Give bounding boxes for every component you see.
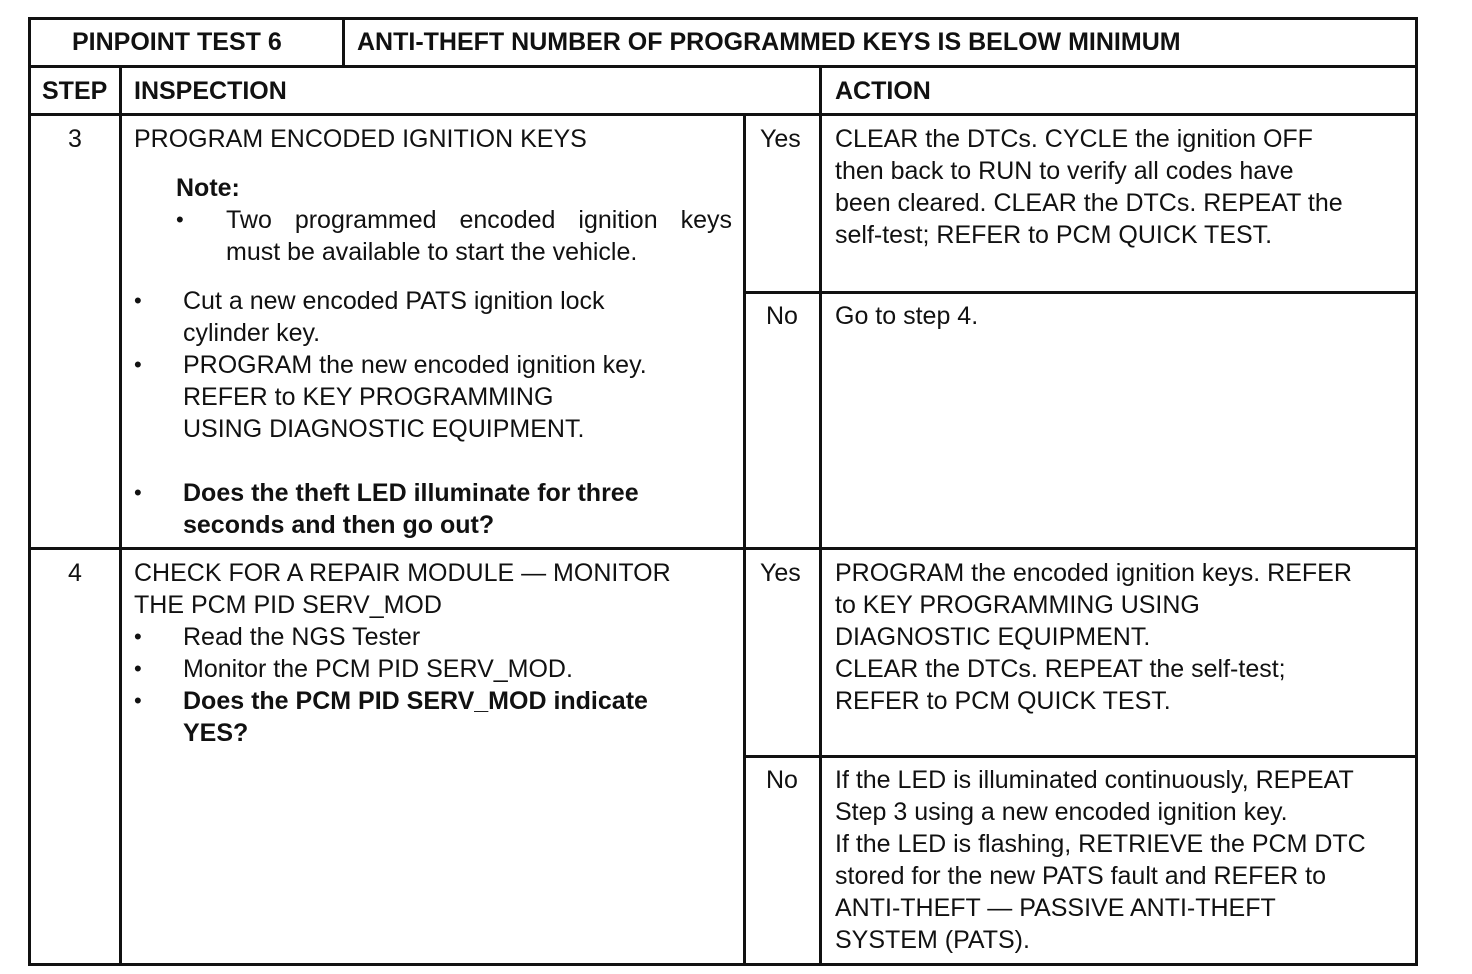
step3-yes-no-rule (743, 291, 1418, 294)
step4-no-action-5: ANTI-THEFT — PASSIVE ANTI-THEFT (835, 894, 1276, 922)
column-header-step: STEP (42, 77, 108, 105)
table-border-right (1415, 17, 1418, 966)
step4-title-line-2: THE PCM PID SERV_MOD (134, 591, 442, 619)
header-bottom-rule (28, 65, 1418, 68)
step4-item2-line-1: Monitor the PCM PID SERV_MOD. (183, 655, 573, 683)
step3-note-line-2: must be available to start the vehicle. (226, 238, 638, 266)
table-border-bottom (28, 963, 1418, 966)
step3-yes-action-1: CLEAR the DTCs. CYCLE the ignition OFF (835, 125, 1313, 153)
step4-yes-action-2: to KEY PROGRAMMING USING (835, 591, 1200, 619)
step3-item2-line-3: USING DIAGNOSTIC EQUIPMENT. (183, 415, 585, 443)
step-row-rule (28, 547, 1418, 550)
column-header-action: ACTION (835, 77, 931, 105)
step3-item2-bullet: • (134, 352, 142, 377)
step4-item2-bullet: • (134, 656, 142, 681)
step4-yes-no-rule (743, 755, 1418, 758)
test-label: PINPOINT TEST 6 (72, 28, 282, 56)
step3-item1-bullet: • (134, 288, 142, 313)
step3-yes-action-4: self-test; REFER to PCM QUICK TEST. (835, 221, 1273, 249)
step4-yes-label: Yes (760, 559, 801, 587)
step-column-rule (119, 67, 122, 964)
pinpoint-test-table (28, 17, 1418, 966)
step4-item1-bullet: • (134, 624, 142, 649)
yes-no-column-rule (743, 115, 746, 964)
step4-yes-action-1: PROGRAM the encoded ignition keys. REFER (835, 559, 1352, 587)
step3-item1-line-1: Cut a new encoded PATS ignition lock (183, 287, 605, 315)
step4-item1-line-1: Read the NGS Tester (183, 623, 421, 651)
step4-item3-bullet: • (134, 688, 142, 713)
step3-title: PROGRAM ENCODED IGNITION KEYS (134, 125, 587, 153)
step3-no-label: No (766, 302, 798, 330)
step4-yes-action-5: REFER to PCM QUICK TEST. (835, 687, 1171, 715)
step4-title-line-1: CHECK FOR A REPAIR MODULE — MONITOR (134, 559, 671, 587)
step3-item2-line-2: REFER to KEY PROGRAMMING (183, 383, 554, 411)
step3-yes-action-3: been cleared. CLEAR the DTCs. REPEAT the (835, 189, 1343, 217)
step4-question-line-1: Does the PCM PID SERV_MOD indicate (183, 687, 648, 715)
step4-no-label: No (766, 766, 798, 794)
step3-item2-line-1: PROGRAM the new encoded ignition key. (183, 351, 647, 379)
step4-no-action-2: Step 3 using a new encoded ignition key. (835, 798, 1288, 826)
table-border-left (28, 17, 31, 966)
step3-number: 3 (68, 125, 82, 153)
step3-item3-bullet: • (134, 480, 142, 505)
step4-no-action-3: If the LED is flashing, RETRIEVE the PCM DTC (835, 830, 1366, 858)
step3-note-bullet: • (176, 207, 184, 232)
action-column-rule (819, 67, 822, 964)
step3-question-line-2: seconds and then go out? (183, 511, 495, 539)
header-divider (342, 17, 345, 67)
step4-question-line-2: YES? (183, 719, 249, 747)
step3-item1-line-2: cylinder key. (183, 319, 321, 347)
step3-note-label: Note: (176, 174, 240, 202)
step3-yes-label: Yes (760, 125, 801, 153)
step4-no-action-1: If the LED is illuminated continuously, REPEAT (835, 766, 1354, 794)
step4-no-action-4: stored for the new PATS fault and REFER to (835, 862, 1326, 890)
step4-yes-action-4: CLEAR the DTCs. REPEAT the self-test; (835, 655, 1286, 683)
test-title: ANTI-THEFT NUMBER OF PROGRAMMED KEYS IS BELOW MINIMUM (357, 28, 1181, 56)
step4-number: 4 (68, 559, 82, 587)
step4-no-action-6: SYSTEM (PATS). (835, 926, 1030, 954)
step3-note-line-1: Two programmed encoded ignition keys (226, 206, 732, 234)
step4-yes-action-3: DIAGNOSTIC EQUIPMENT. (835, 623, 1151, 651)
column-header-rule (28, 113, 1418, 116)
table-border-top (28, 17, 1418, 20)
step3-yes-action-2: then back to RUN to verify all codes have (835, 157, 1294, 185)
step3-no-action-1: Go to step 4. (835, 302, 979, 330)
column-header-inspection: INSPECTION (134, 77, 287, 105)
step3-question-line-1: Does the theft LED illuminate for three (183, 479, 639, 507)
